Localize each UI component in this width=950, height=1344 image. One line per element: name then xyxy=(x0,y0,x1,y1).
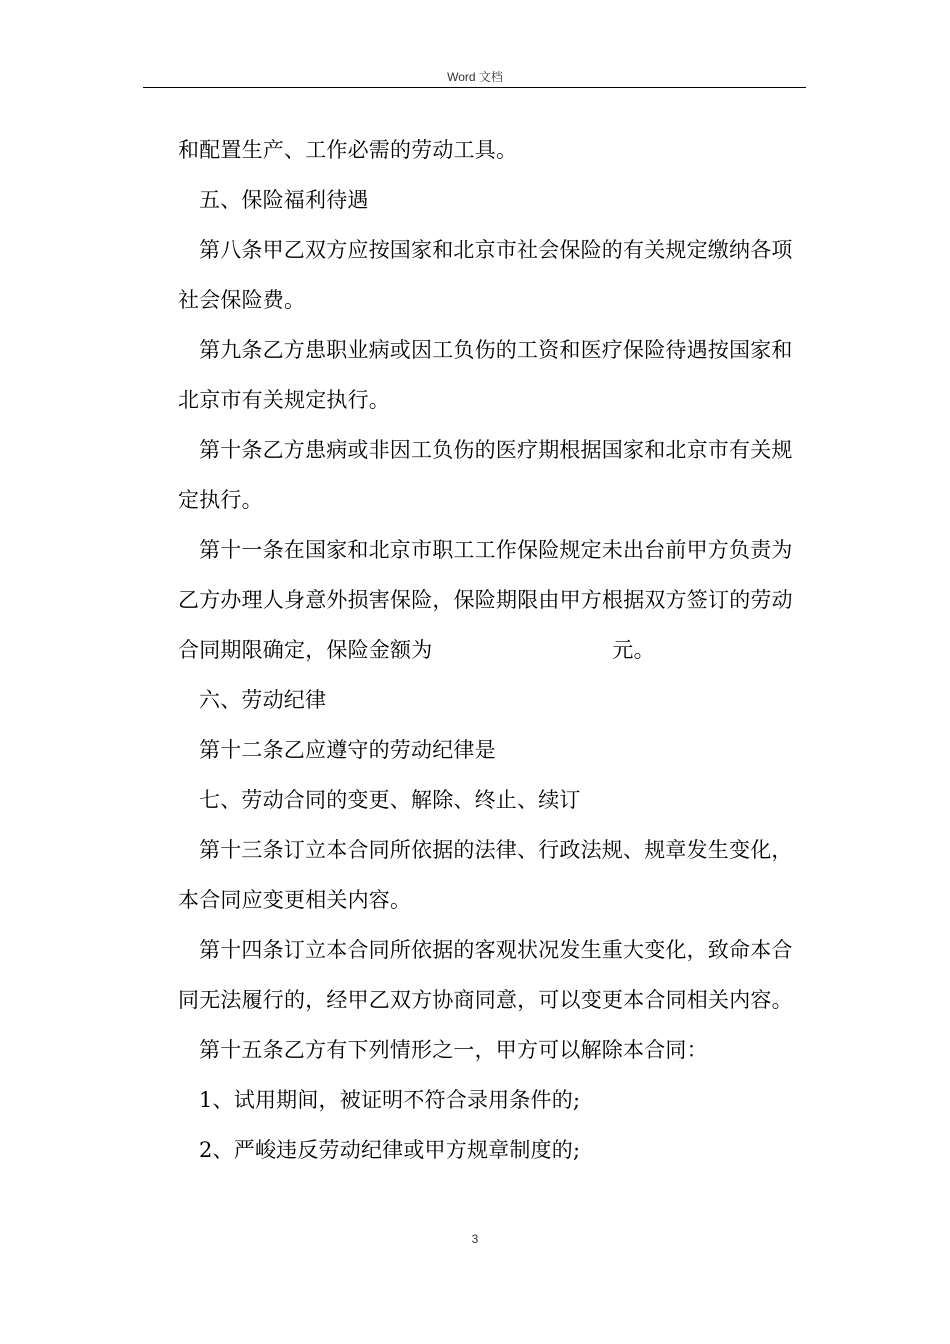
article-11-text: 第十一条在国家和北京市职工工作保险规定未出台前甲方负责为乙方办理人身意外损害保险，保险期限由甲方根据双方签订的劳动合同期限确定，保险金额为 xyxy=(178,538,793,662)
paragraph-continuation: 和配置生产、工作必需的劳动工具。 xyxy=(178,138,518,162)
section-heading-insurance: 五、保险福利待遇 xyxy=(199,188,369,212)
article-14: 第十四条订立本合同所依据的客观状况发生重大变化，致命本合同无法履行的，经甲乙双方协商同意，可以变更本合同相关内容。 xyxy=(178,938,793,1012)
article-8: 第八条甲乙双方应按国家和北京市社会保险的有关规定缴纳各项社会保险费。 xyxy=(178,238,793,312)
article-10: 第十条乙方患病或非因工负伤的医疗期根据国家和北京市有关规定执行。 xyxy=(178,438,793,512)
article-11 xyxy=(178,525,808,675)
header-divider xyxy=(143,87,806,88)
document-body xyxy=(178,125,808,1175)
list-item-2: 2、严峻违反劳动纪律或甲方规章制度的; xyxy=(199,1138,581,1162)
article-15: 第十五条乙方有下列情形之一，甲方可以解除本合同： xyxy=(199,1038,708,1062)
article-12: 第十二条乙应遵守的劳动纪律是 xyxy=(199,738,496,762)
section-heading-discipline: 六、劳动纪律 xyxy=(199,688,327,712)
header-title: Word 文档 xyxy=(447,70,503,84)
article-13: 第十三条订立本合同所依据的法律、行政法规、规章发生变化，本合同应变更相关内容。 xyxy=(178,838,793,912)
article-11-unit: 元。 xyxy=(612,638,655,662)
article-9: 第九条乙方患职业病或因工负伤的工资和医疗保险待遇按国家和北京市有关规定执行。 xyxy=(178,338,793,412)
page-number: 3 xyxy=(471,1232,479,1246)
list-item-1: 1、试用期间，被证明不符合录用条件的; xyxy=(199,1088,581,1112)
section-heading-contract-changes: 七、劳动合同的变更、解除、终止、续订 xyxy=(199,788,581,812)
